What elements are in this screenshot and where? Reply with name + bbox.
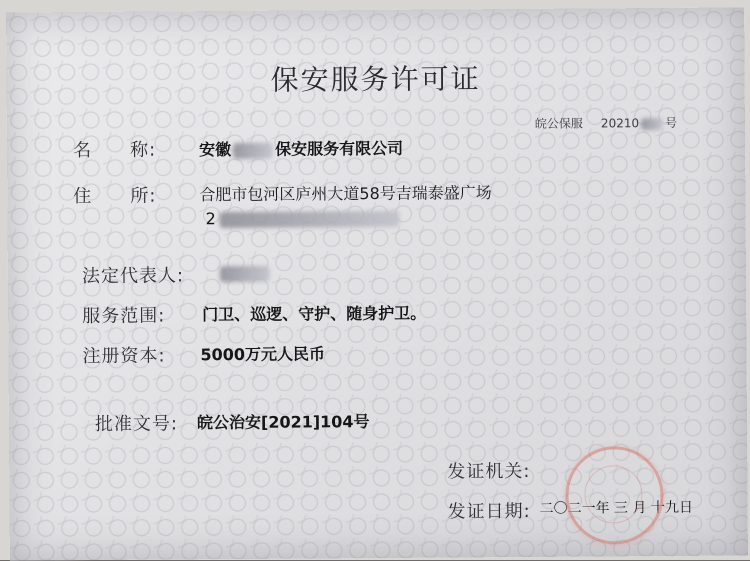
date-value: 二〇二一年 三 月 十九日 — [539, 499, 693, 517]
name-value-suffix: 保安服务有限公司 — [275, 138, 404, 159]
redacted-address — [220, 210, 400, 227]
official-seal — [565, 446, 664, 545]
certificate-document — [6, 7, 748, 560]
address-line-2-prefix: 2 — [205, 209, 216, 229]
capital-label: 注册资本: — [82, 345, 166, 368]
approval-value: 皖公治安[2021]104号 — [196, 412, 370, 433]
redacted-name — [233, 142, 273, 158]
legal-rep-value — [220, 263, 270, 282]
legal-rep-label: 法定代表人: — [81, 265, 185, 288]
scope-label: 服务范围: — [82, 305, 166, 328]
permit-number — [535, 114, 677, 132]
issuer-label: 发证机关: — [447, 460, 531, 483]
permit-suffix: 号 — [665, 115, 678, 130]
official-seal-inner-ring — [584, 465, 642, 523]
address-label: 住 所: — [73, 185, 157, 208]
address-line-1: 合肥市包河区庐州大道58号吉瑞泰盛广场 — [199, 183, 492, 205]
permit-prefix: 皖公保服 — [534, 116, 583, 131]
capital-value: 5000万元人民币 — [200, 344, 326, 365]
date-label: 发证日期: — [447, 500, 531, 523]
redacted-legal-rep — [220, 265, 270, 281]
approval-label: 批准文号: — [94, 413, 179, 435]
address-line-2 — [205, 208, 399, 228]
certificate-title: 保安服务许可证 — [270, 62, 481, 97]
scope-value: 门卫、巡逻、守护、随身护卫。 — [202, 303, 427, 325]
permit-number-value: 20210 — [600, 116, 640, 131]
name-value-prefix: 安徽 — [198, 140, 232, 160]
redacted-permit-digits — [641, 117, 663, 129]
name-value — [199, 136, 403, 160]
name-label: 名 称: — [72, 139, 157, 162]
